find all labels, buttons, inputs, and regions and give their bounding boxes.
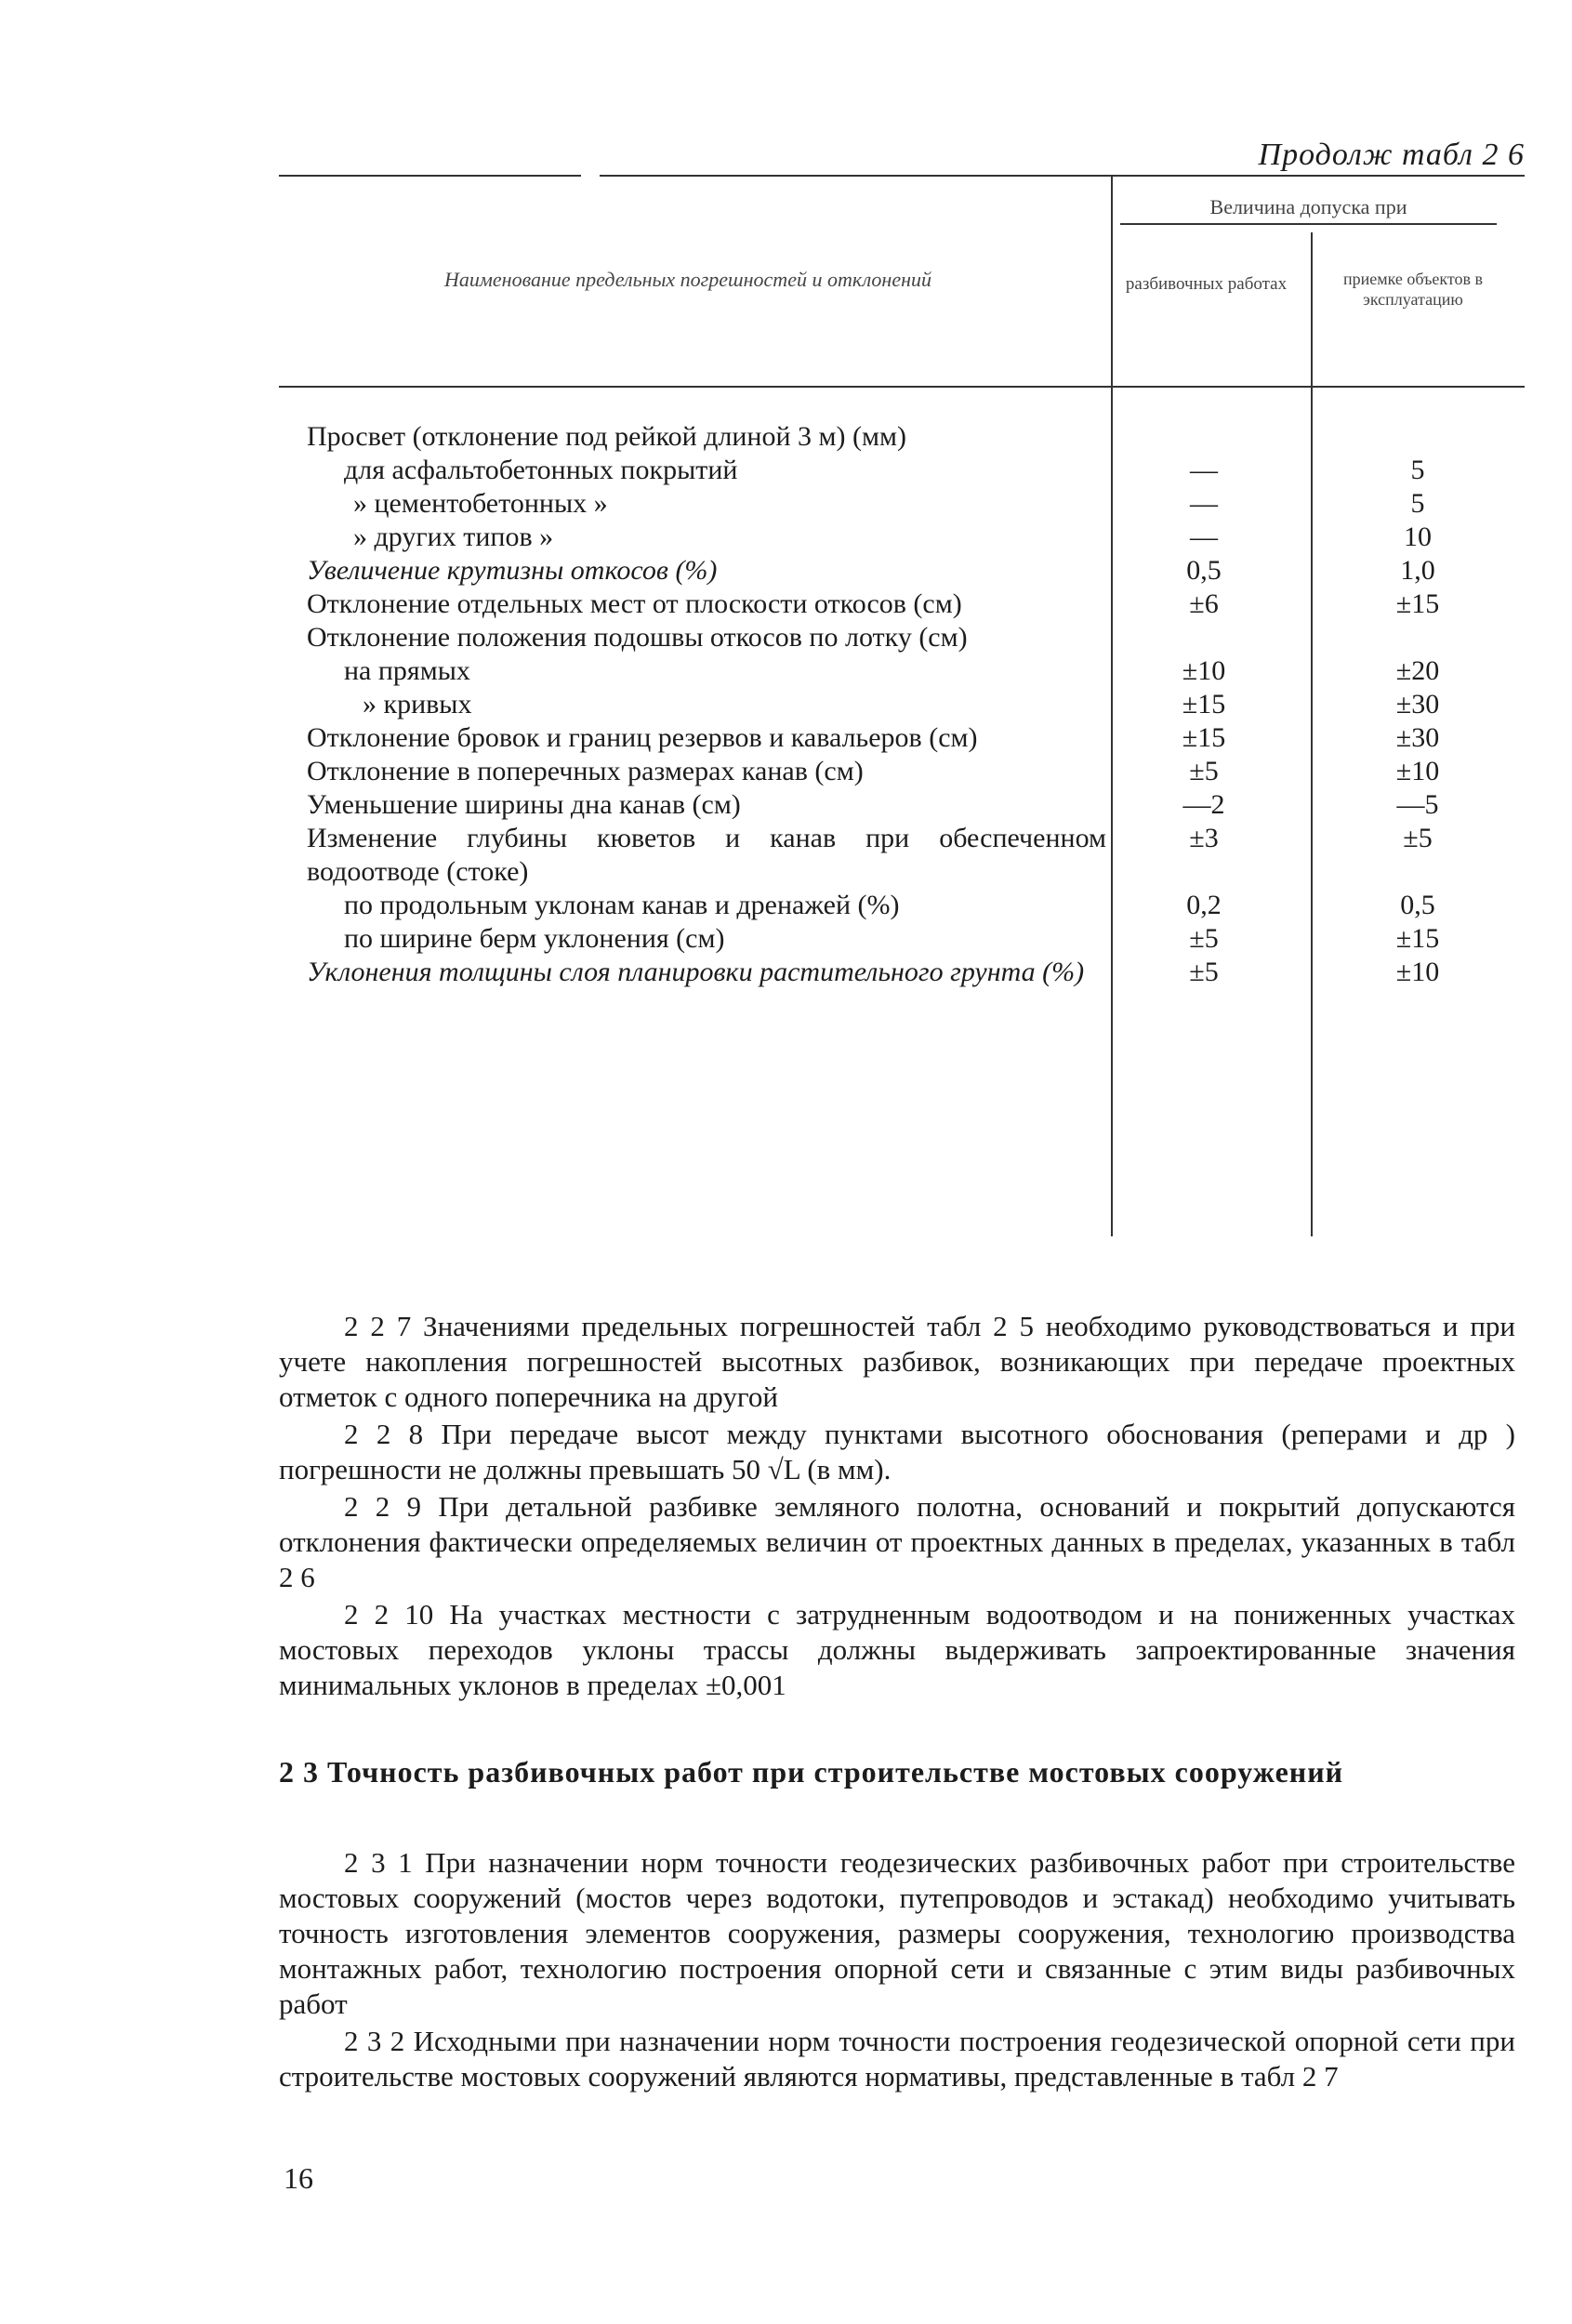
header-group: Величина допуска при bbox=[1209, 195, 1407, 218]
row-value-layout: — bbox=[1190, 455, 1218, 485]
row-value-acceptance: 10 bbox=[1404, 522, 1432, 552]
section-paragraphs bbox=[279, 1845, 1515, 2096]
table-row bbox=[0, 487, 1572, 521]
row-name: Уклонения толщины слоя планировки растительного грунта (%) bbox=[307, 957, 1085, 987]
paragraph: 2 3 1 При назначении норм точности геодезических разбивочных работ при строительстве мостовых сооружений (мостов через водотоки, путепроводов и эстакад) необходимо учитывать точность изготовления элементов сооружения, размеры сооружения, технологию производства монтажных работ, технологию построения опорной сети и связанные с этим виды разбивочных работ bbox=[279, 1846, 1515, 2020]
header-bottom-rule bbox=[279, 386, 1525, 388]
row-name: Просвет (отклонение под рейкой длиной 3 м) (мм) bbox=[307, 421, 906, 452]
paragraph: 2 2 7 Значениями предельных погрешностей табл 2 5 необходимо руководствоваться и при учете накопления погрешностей высотных разбивок, возникающих при передаче проектных отметок с одного поперечника на другой bbox=[279, 1310, 1515, 1413]
paragraphs bbox=[279, 1309, 1515, 1705]
row-value-acceptance: 5 bbox=[1410, 455, 1425, 485]
header-col-layout: разбивочных работах bbox=[1125, 274, 1288, 294]
table-top-rule bbox=[279, 175, 581, 177]
row-value-layout: ±10 bbox=[1182, 655, 1226, 686]
table-row bbox=[0, 621, 1572, 654]
table-row bbox=[0, 521, 1572, 554]
table-row bbox=[0, 420, 1572, 454]
row-value-layout: ±15 bbox=[1182, 722, 1226, 753]
row-value-acceptance: ±20 bbox=[1395, 655, 1440, 686]
table-row bbox=[0, 554, 1572, 588]
row-value-acceptance: ±15 bbox=[1395, 923, 1440, 954]
table-top-rule bbox=[600, 175, 1525, 177]
row-value-layout: ±15 bbox=[1182, 689, 1226, 720]
row-value-acceptance: ±5 bbox=[1403, 823, 1433, 853]
row-name: Отклонение бровок и границ резервов и кавальеров (см) bbox=[307, 722, 978, 753]
paragraph: 2 2 10 На участках местности с затрудненным водоотводом и на пониженных участках мостовых переходов уклоны трассы должны выдерживать запроектированные значения минимальных уклонов в пределах ±0,001 bbox=[279, 1598, 1515, 1701]
row-name: » других типов » bbox=[353, 522, 554, 552]
paragraph: 2 3 2 Исходными при назначении норм точности построения геодезической опорной сети при строительстве мостовых сооружений являются нормативы, представленные в табл 2 7 bbox=[279, 2025, 1515, 2093]
row-name: для асфальтобетонных покрытий bbox=[344, 455, 738, 485]
row-value-layout: —2 bbox=[1182, 789, 1225, 820]
header-group-rule bbox=[1120, 223, 1497, 225]
row-value-layout: — bbox=[1190, 488, 1218, 519]
row-value-acceptance: ±30 bbox=[1395, 689, 1440, 720]
section-title: 2 3 Точность разбивочных работ при строительстве мостовых сооружений bbox=[279, 1755, 1344, 1789]
row-value-acceptance: ±15 bbox=[1395, 588, 1440, 619]
row-value-layout: — bbox=[1190, 522, 1218, 552]
table-row bbox=[0, 454, 1572, 487]
row-value-acceptance: ±10 bbox=[1395, 756, 1440, 786]
table-row bbox=[0, 721, 1572, 755]
page-number: 16 bbox=[284, 2161, 313, 2195]
row-value-acceptance: 5 bbox=[1410, 488, 1425, 519]
row-name: Отклонение положения подошвы откосов по лотку (см) bbox=[307, 622, 968, 653]
row-name: по ширине берм уклонения (см) bbox=[344, 923, 725, 954]
table-body bbox=[0, 420, 1572, 989]
table-row bbox=[0, 755, 1572, 788]
row-value-acceptance: ±10 bbox=[1395, 957, 1440, 987]
row-name: » кривых bbox=[363, 689, 472, 720]
table-row bbox=[0, 788, 1572, 822]
row-value-layout: 0,5 bbox=[1186, 555, 1222, 586]
row-name: Уменьшение ширины дна канав (см) bbox=[307, 789, 741, 820]
row-value-layout: ±6 bbox=[1189, 588, 1219, 619]
row-value-acceptance: 0,5 bbox=[1400, 890, 1435, 920]
row-value-acceptance: —5 bbox=[1396, 789, 1439, 820]
paragraph: 2 2 8 При передаче высот между пунктами высотного обоснования (реперами и др ) погрешности не должны превышать 50 √L (в мм). bbox=[279, 1418, 1515, 1486]
row-value-layout: ±3 bbox=[1189, 823, 1219, 853]
paragraph: 2 2 9 При детальной разбивке земляного полотна, оснований и покрытий допускаются отклонения фактически определяемых величин от проектных данных в пределах, указанных в табл 2 6 bbox=[279, 1490, 1515, 1593]
header-col-acceptance: приемке объектов в эксплуатацию bbox=[1342, 270, 1484, 309]
row-name: на прямых bbox=[344, 655, 470, 686]
row-name: Изменение глубины кюветов и канав при обеспеченном водоотводе (стоке) bbox=[307, 823, 1106, 887]
table-row bbox=[0, 889, 1572, 922]
row-value-layout: 0,2 bbox=[1186, 890, 1222, 920]
row-value-layout: ±5 bbox=[1189, 923, 1219, 954]
table-row bbox=[0, 588, 1572, 621]
row-value-acceptance: 1,0 bbox=[1400, 555, 1435, 586]
row-name: Отклонение отдельных мест от плоскости откосов (см) bbox=[307, 588, 962, 619]
row-name: Отклонение в поперечных размерах канав (см) bbox=[307, 756, 864, 786]
row-value-acceptance: ±30 bbox=[1395, 722, 1440, 753]
table-row bbox=[0, 688, 1572, 721]
row-name: » цементобетонных » bbox=[353, 488, 608, 519]
continuation-label: Продолж табл 2 6 bbox=[1258, 138, 1525, 172]
row-name: по продольным уклонам канав и дренажей (%) bbox=[344, 890, 900, 920]
row-value-layout: ±5 bbox=[1189, 756, 1219, 786]
row-value-layout: ±5 bbox=[1189, 957, 1219, 987]
header-name: Наименование предельных погрешностей и отклонений bbox=[443, 268, 932, 291]
table-row bbox=[0, 922, 1572, 956]
table-row bbox=[0, 654, 1572, 688]
table-row bbox=[0, 822, 1572, 889]
row-name: Увеличение крутизны откосов (%) bbox=[307, 555, 718, 586]
table-row bbox=[0, 956, 1572, 989]
